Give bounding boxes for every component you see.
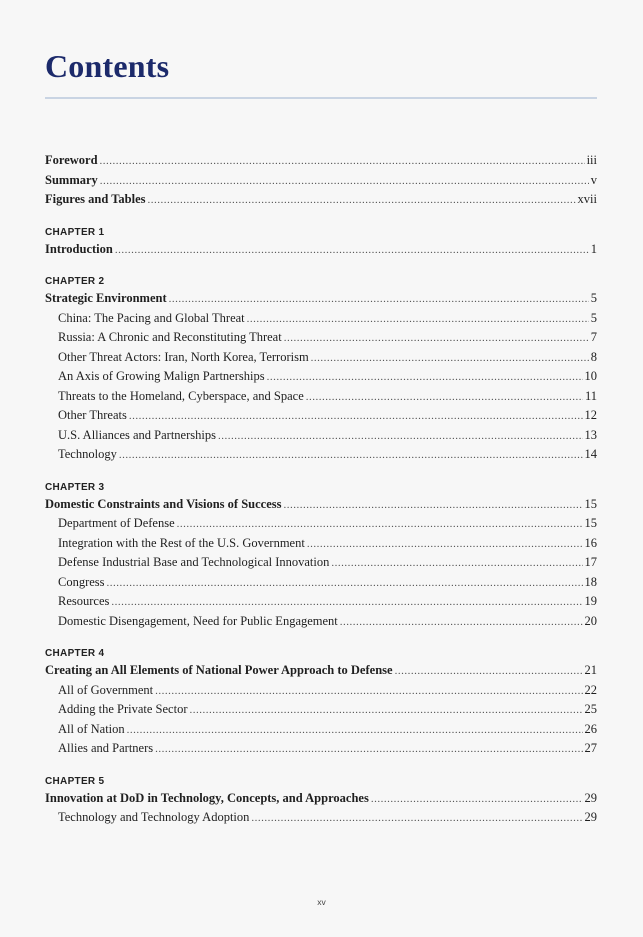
dot-leader [371,790,583,810]
page-number: xv [317,897,326,907]
toc-entry-title: U.S. Alliances and Partnerships [58,427,216,442]
dot-leader [119,446,583,466]
toc-entry-title: Technology and Technology Adoption [58,810,250,824]
dot-leader [129,407,583,427]
toc-entry-section[interactable] [45,700,597,720]
toc-entry-page: 18 [584,574,597,589]
dot-leader [306,388,583,408]
dot-leader [311,349,589,369]
toc-entry-page: 1 [590,241,597,256]
toc-entry-title: Adding the Private Sector [58,702,188,716]
toc-entry-chapter-5[interactable] [45,789,597,809]
toc-entry-title: China: The Pacing and Global Threat [58,310,245,325]
toc-entry-chapter-1[interactable] [45,240,597,260]
toc-entry-page: 21 [584,663,597,677]
toc-entry-section[interactable] [45,739,597,759]
chapter-label: CHAPTER 4 [45,648,105,659]
toc-entry-section[interactable] [45,573,597,593]
toc-entry-title: Introduction [45,241,113,256]
dot-leader [148,191,576,211]
toc-entry-page: 15 [584,516,597,530]
dot-leader [111,593,582,613]
title-divider [45,97,597,99]
toc-entry-page: 14 [584,447,597,461]
toc-entry-page: 29 [584,790,597,805]
dot-leader [100,172,589,192]
dot-leader [100,152,585,172]
toc-entry-page: 7 [590,330,597,344]
toc-entry-title: Figures and Tables [45,192,146,206]
toc-entry-page: iii [586,153,597,167]
toc-entry-section[interactable] [45,406,597,426]
dot-leader [283,496,582,516]
dot-leader [107,574,583,594]
dot-leader [155,682,582,702]
toc-entry-title: Domestic Disengagement, Need for Public Engagement [58,613,338,628]
toc-entry-section[interactable] [45,681,597,701]
toc-entry-figures-and-tables[interactable] [45,190,597,210]
toc-entry-title: Russia: A Chronic and Reconstituting Threat [58,330,282,344]
dot-leader [267,368,583,388]
dot-leader [177,515,583,535]
toc-entry-title: Strategic Environment [45,291,167,305]
dot-leader [284,329,589,349]
toc-entry-title: Other Threats [58,408,127,422]
toc-entry-title: Innovation at DoD in Technology, Concepts, and Approaches [45,790,369,805]
toc-entry-page: 13 [584,427,597,442]
table-of-contents [45,151,597,828]
toc-entry-section[interactable] [45,387,597,407]
toc-entry-page: 17 [584,555,597,569]
toc-entry-page: 29 [584,810,597,824]
toc-entry-page: 11 [584,388,597,403]
dot-leader [169,290,589,310]
toc-entry-page: xvii [577,192,597,206]
toc-entry-section[interactable] [45,553,597,573]
dot-leader [247,310,589,330]
toc-entry-section[interactable] [45,720,597,740]
toc-entry-title: All of Government [58,682,154,697]
toc-entry-title: An Axis of Growing Malign Partnerships [58,369,265,383]
toc-entry-title: Congress [58,574,105,589]
toc-entry-title: Summary [45,172,98,187]
toc-entry-page: 22 [584,682,597,697]
chapter-label: CHAPTER 2 [45,276,105,287]
toc-entry-title: Resources [58,594,110,608]
toc-entry-title: Defense Industrial Base and Technological Innovation [58,555,330,569]
toc-entry-section[interactable] [45,534,597,554]
toc-entry-chapter-3[interactable] [45,495,597,515]
toc-entry-title: Other Threat Actors: Iran, North Korea, Terrorism [58,349,309,364]
dot-leader [395,662,583,682]
toc-entry-page: 15 [584,496,597,511]
toc-entry-foreword[interactable] [45,151,597,171]
toc-entry-section[interactable] [45,445,597,465]
page-title: Contents [45,48,170,84]
toc-entry-section[interactable] [45,348,597,368]
dot-leader [340,613,583,633]
toc-entry-section[interactable] [45,426,597,446]
toc-entry-section[interactable] [45,612,597,632]
toc-entry-page: 19 [584,594,597,608]
toc-entry-page: 5 [590,310,597,325]
toc-entry-title: Integration with the Rest of the U.S. Government [58,535,305,550]
toc-entry-title: Allies and Partners [58,741,154,755]
toc-entry-chapter-2[interactable] [45,289,597,309]
toc-entry-page: 26 [584,721,597,736]
dot-leader [127,721,583,741]
toc-entry-page: 27 [584,741,597,755]
dot-leader [115,241,589,261]
toc-entry-title: Department of Defense [58,516,175,530]
toc-entry-page: 25 [584,702,597,716]
toc-entry-title: Creating an All Elements of National Power Approach to Defense [45,663,393,677]
dot-leader [218,427,583,447]
toc-entry-title: Domestic Constraints and Visions of Success [45,496,282,511]
toc-entry-section[interactable] [45,808,597,828]
toc-entry-section[interactable] [45,367,597,387]
toc-entry-page: 5 [590,291,597,305]
toc-entry-summary[interactable] [45,171,597,191]
toc-entry-page: v [590,172,597,187]
toc-entry-chapter-4[interactable] [45,661,597,681]
dot-leader [307,535,583,555]
toc-entry-page: 16 [584,535,597,550]
toc-entry-page: 8 [590,349,597,364]
toc-entry-page: 12 [584,408,597,422]
toc-entry-page: 20 [584,613,597,628]
dot-leader [190,701,583,721]
chapter-label: CHAPTER 5 [45,775,105,787]
chapter-label: CHAPTER 1 [45,226,105,238]
toc-entry-title: Technology [58,447,117,461]
dot-leader [155,740,582,760]
toc-entry-title: Foreword [45,153,98,167]
dot-leader [331,554,582,574]
toc-entry-page: 10 [584,369,597,383]
toc-entry-section[interactable] [45,514,597,534]
toc-entry-title: Threats to the Homeland, Cyberspace, and Space [58,388,304,403]
dot-leader [251,809,582,829]
toc-entry-title: All of Nation [58,721,125,736]
chapter-label: CHAPTER 3 [45,481,105,493]
toc-entry-section[interactable] [45,309,597,329]
toc-entry-section[interactable] [45,592,597,612]
toc-entry-section[interactable] [45,328,597,348]
